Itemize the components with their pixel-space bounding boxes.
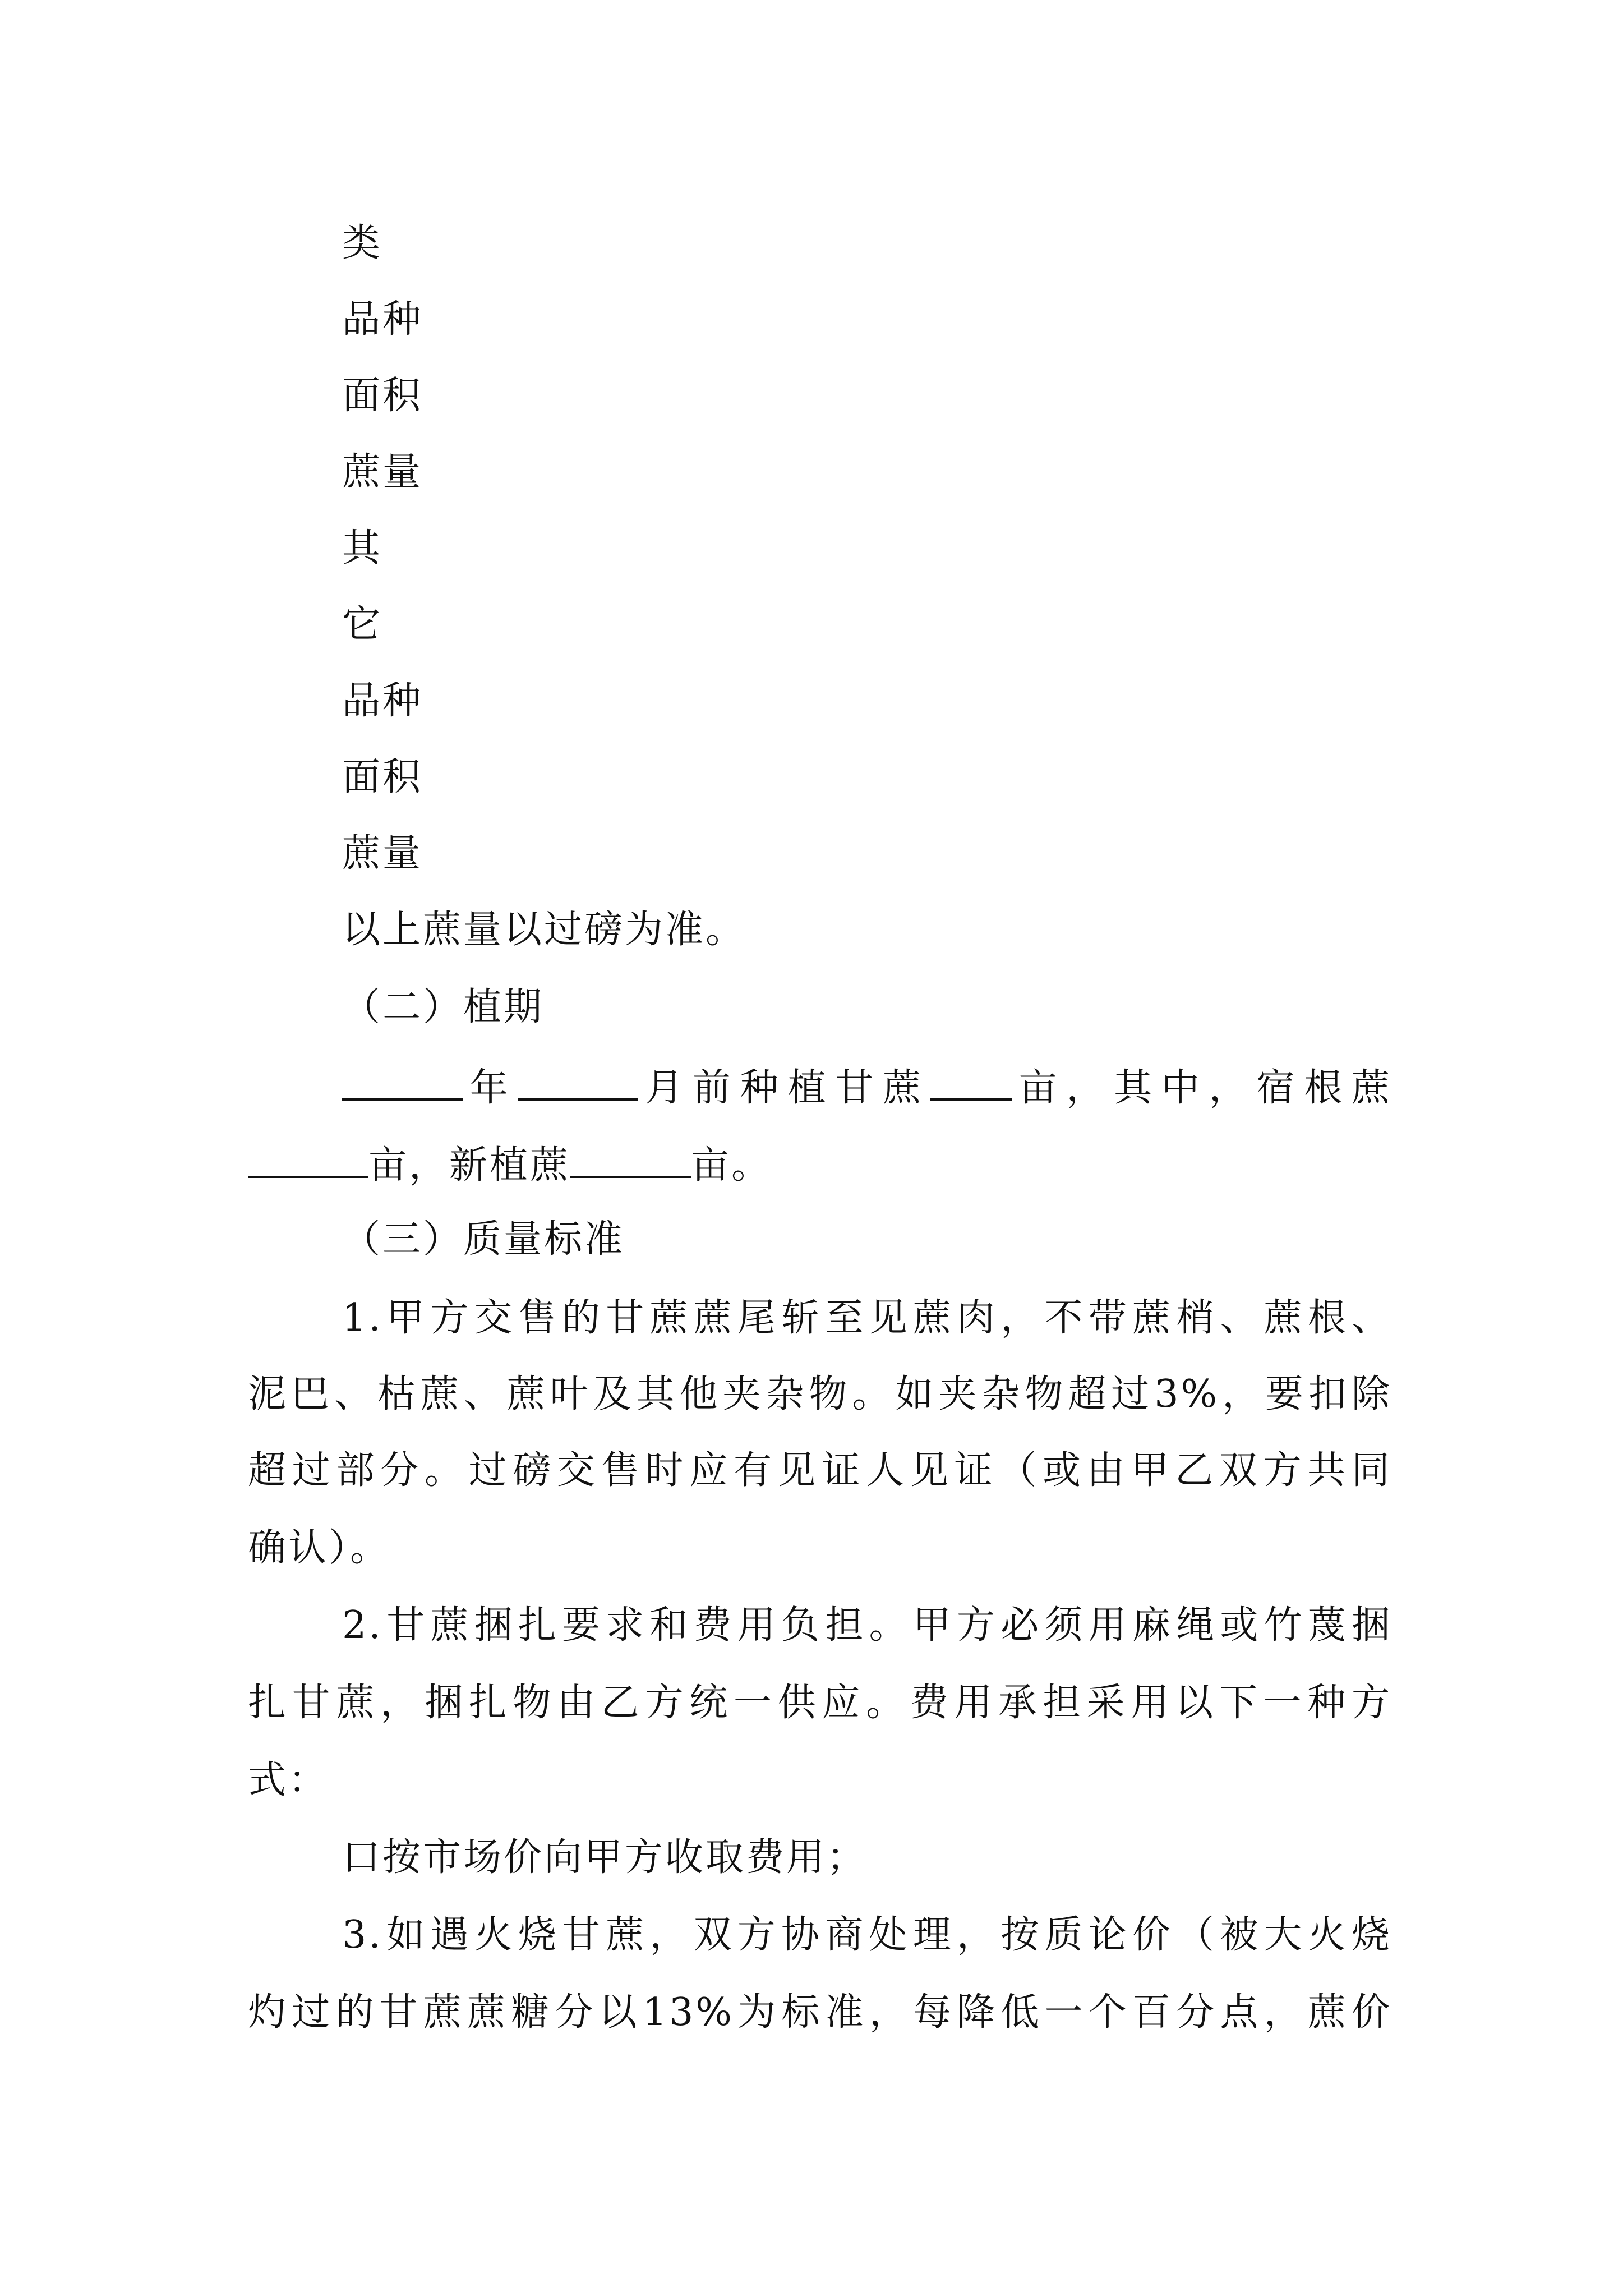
quality-item1-line3: 超过部分。过磅交售时应有见证人见证（或由甲乙双方共同 — [248, 1448, 1392, 1493]
quality-item2-line2: 扎甘蔗，捆扎物由乙方统一供应。费用承担采用以下一种方 — [248, 1681, 1392, 1725]
text-year: 年 — [463, 1066, 518, 1110]
text-mu-among: 亩，其中，宿根蔗 — [1011, 1066, 1392, 1110]
section-heading-planting-period: （二）植期 — [342, 985, 545, 1029]
column-item-cane-amount: 蔗量 — [342, 450, 423, 494]
weigh-note: 以上蔗量以过磅为准。 — [342, 908, 746, 952]
section-heading-quality-standard: （三）质量标准 — [342, 1217, 625, 1262]
quality-item3-line2: 灼过的甘蔗蔗糖分以13%为标准，每降低一个百分点，蔗价 — [248, 1990, 1392, 2035]
column-item-area: 面积 — [342, 374, 423, 418]
column-item-variety-2: 品种 — [342, 679, 423, 723]
text-mu-new: 亩，新植蔗 — [368, 1143, 571, 1188]
quality-item1-line2: 泥巴、枯蔗、蔗叶及其他夹杂物。如夹杂物超过3%，要扣除 — [248, 1372, 1392, 1416]
quality-item2-line3: 式： — [248, 1758, 329, 1802]
quality-item1-line1: 1.甲方交售的甘蔗蔗尾斩至见蔗肉，不带蔗梢、蔗根、 — [342, 1296, 1392, 1340]
planting-period-line-2 — [248, 1143, 772, 1188]
blank-ratoon-mu-field[interactable] — [248, 1143, 368, 1178]
quality-item3-line1: 3.如遇火烧甘蔗，双方协商处理，按质论价（被大火烧 — [342, 1913, 1392, 1957]
blank-month-field[interactable] — [518, 1066, 638, 1101]
text-month-before: 月前种植甘蔗 — [638, 1066, 930, 1110]
blank-year-field[interactable] — [342, 1066, 463, 1101]
column-item-other-2: 它 — [342, 602, 383, 647]
text-mu-end: 亩。 — [691, 1143, 772, 1188]
blank-new-mu-field[interactable] — [570, 1143, 691, 1178]
quality-item2-line1: 2.甘蔗捆扎要求和费用负担。甲方必须用麻绳或竹蔑捆 — [342, 1603, 1392, 1648]
column-item-variety: 品种 — [342, 297, 423, 342]
blank-total-mu-field[interactable] — [930, 1066, 1012, 1101]
planting-period-line-1 — [342, 1066, 1392, 1110]
column-item-category: 类 — [342, 221, 383, 265]
column-item-other-1: 其 — [342, 526, 383, 570]
column-item-cane-amount-2: 蔗量 — [342, 831, 423, 876]
column-item-area-2: 面积 — [342, 755, 423, 799]
quality-item2-option-market-price: 口按市场价向甲方收取费用； — [342, 1835, 868, 1880]
quality-item1-line4: 确认）。 — [248, 1526, 391, 1570]
